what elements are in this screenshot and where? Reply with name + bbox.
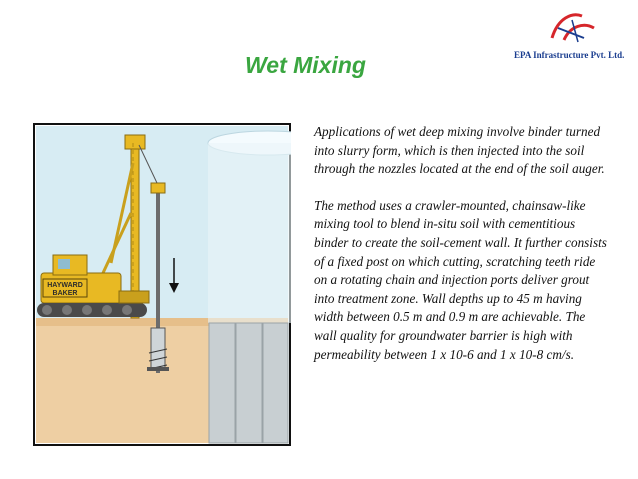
description-textbox	[298, 123, 608, 443]
soil-cement-column	[263, 323, 288, 443]
company-logo	[512, 8, 630, 60]
rotary-head	[151, 183, 165, 193]
paragraph-applications: Applications of wet deep mixing involve binder turned into slurry form, which is then injected into the soil through the nozzles located at the end of the soil auger.	[314, 124, 605, 177]
soil-cement-column	[236, 323, 262, 443]
logo-mark-icon	[512, 8, 630, 50]
wet-mixing-illustration	[33, 123, 291, 446]
mixing-column	[151, 328, 165, 368]
paragraph-method: The method uses a crawler-mounted, chainsaw-like mixing tool to blend in-situ soil with cementitious binder to create the soil-cement wall. It further consists of a fixed post on which cutting, scratching teeth ride on a rotating chain and injection ports deliver grout into treatment zone. Wall depths up to 45 m having width between 0.5 m and 0.9 m are achievable. The wall quality for groundwater barrier is high with permeability between 1 x 10-6 and 1 x 10-8 cm/s.	[314, 197, 607, 362]
tank-body	[208, 143, 291, 323]
page-title: Wet Mixing	[245, 52, 366, 78]
soil-cement-column	[209, 323, 235, 443]
company-name: EPA Infrastructure Pvt. Ltd.	[514, 50, 625, 60]
rig-brand-line2: BAKER	[52, 290, 78, 297]
mast-head	[125, 135, 145, 149]
rig-brand-line1: HAYWARD	[47, 282, 83, 289]
rig-diagram	[33, 123, 291, 446]
